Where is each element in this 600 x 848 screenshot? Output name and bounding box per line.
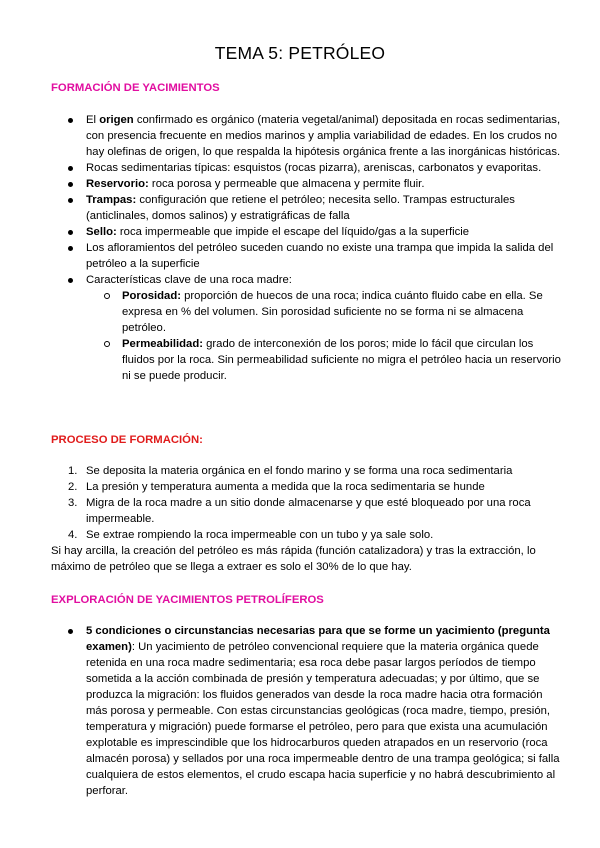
bullet-rocas: Rocas sedimentarias típicas: esquistos (rocas pizarra), areniscas, carbonatos y evaporitas. [51, 160, 561, 176]
bullet-trampas: Trampas: configuración que retiene el petróleo; necesita sello. Trampas estructurales (anticlinales, domos salinos) y estratigráficas de falla [51, 192, 561, 224]
section-heading-proceso: PROCESO DE FORMACIÓN: [51, 434, 203, 446]
proceso-note: Si hay arcilla, la creación del petróleo es más rápida (función catalizadora) y tras la extracción, lo máximo de petróleo que se llega a extraer es solo el 30% de lo que hay. [51, 545, 536, 573]
formacion-list [51, 112, 561, 384]
bullet-reservorio: Reservorio: roca porosa y permeable que almacena y permite fluir. [51, 176, 561, 192]
page-title: TEMA 5: PETRÓLEO [214, 43, 386, 63]
step-2: 2. La presión y temperatura aumenta a medida que la roca sedimentaria se hunde [68, 481, 485, 493]
step-4: 4. Se extrae rompiendo la roca impermeable con un tubo y ya sale solo. [68, 529, 434, 541]
bullet-origen: El origen confirmado es orgánico (materia vegetal/animal) depositada en rocas sedimentarias, con presencia frecuente en medios marinos y amplia variabilidad de edades. En los crudos no hay olefinas de origen, lo que respalda la hipótesis orgánica frente a las inorgánicas históricas. [51, 112, 561, 160]
sub-bullet-permeabilidad: Permeabilidad: grado de interconexión de los poros; mide lo fácil que circulan los fluidos por la roca. Sin permeabilidad suficiente no migra el petróleo hacia un reservorio ni se puede producir. [86, 336, 561, 384]
step-1: 1. Se deposita la materia orgánica en el fondo marino y se forma una roca sedimentaria [68, 465, 513, 477]
proceso-list [51, 463, 561, 575]
exploracion-list [51, 623, 561, 799]
sub-bullet-porosidad: Porosidad: proporción de huecos de una roca; indica cuánto fluido cabe en ella. Se expresa en % del volumen. Sin porosidad suficiente no se forma ni se almacena petróleo. [86, 288, 561, 336]
step-3: 3. Migra de la roca madre a un sitio donde almacenarse y que esté bloqueado por una roca impermeable. [68, 497, 531, 525]
section-heading-formacion: FORMACIÓN DE YACIMIENTOS [51, 82, 220, 94]
bullet-afloramientos: Los afloramientos del petróleo suceden cuando no existe una trampa que impida la salida del petróleo a la superficie [51, 240, 561, 272]
bullet-sello: Sello: roca impermeable que impide el escape del líquido/gas a la superficie [51, 224, 561, 240]
section-heading-exploracion: EXPLORACIÓN DE YACIMIENTOS PETROLÍFEROS [51, 594, 324, 606]
bullet-caracteristicas: Características clave de una roca madre: Porosidad: proporción de huecos de una roca; indica cuánto fluido cabe en ella. Se expresa en % del volumen. Sin porosidad suficiente no se forma ni se almacena petróleo. Permeabilidad: grado de interconexión de los poros; mide lo fácil que circulan los fluidos por la roca. Sin permeabilidad suficiente no migra el petróleo hacia un reservorio ni se puede producir. [51, 272, 561, 384]
bullet-condiciones: 5 condiciones o circunstancias necesarias para que se forme un yacimiento (pregunta examen): Un yacimiento de petróleo convencional requiere que la materia orgánica quede retenida en una roca madre sedimentaria; esa roca debe pasar largos períodos de tiempo sometida a la acción combinada de presión y temperatura adecuadas; y por último, que se produzca la migración: los fluidos generados van desde la roca madre hacia otra formación más porosa y permeable. Con estas circunstancias geológicas (roca madre, tiempo, presión, temperatura y migración) puede formarse el petróleo, pero para que exista una acumulación explotable es imprescindible que los hidrocarburos queden atrapados en un reservorio (roca almacén porosa) y sellados por una roca impermeable dentro de una trampa geológica; si falla cualquiera de estos elementos, el crudo escapa hacia superficie y no habrá descubrimiento al perforar. [51, 623, 561, 799]
